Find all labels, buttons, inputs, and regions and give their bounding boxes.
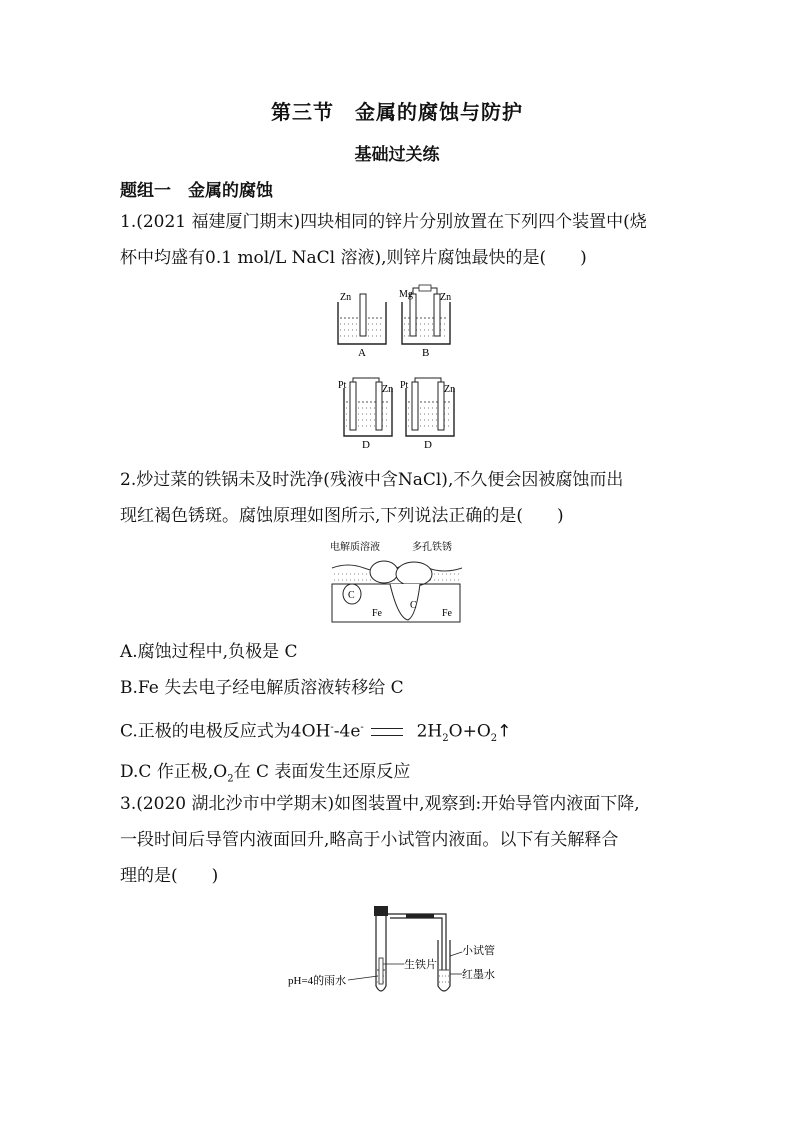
label-rust: 多孔铁锈 (412, 542, 452, 553)
label-zn-b: Zn (440, 292, 452, 303)
label-pt-2: Pt (400, 380, 409, 391)
question-1-line-1: 1.(2021 福建厦门期末)四块相同的锌片分别放置在下列四个装置中(烧 (120, 212, 647, 232)
label-d: D (424, 439, 432, 451)
question-2-line-1: 2.炒过菜的铁锅未及时洗净(残液中含NaCl),不久便会因被腐蚀而出 (120, 470, 624, 490)
gas-arrow: ↑ (497, 721, 512, 742)
label-mg: Mg (399, 289, 413, 300)
beaker-c (338, 378, 393, 451)
label-c-2: C (410, 600, 417, 611)
label-a: A (358, 347, 366, 359)
label-b: B (422, 347, 430, 359)
question-3 (120, 786, 680, 894)
label-zn-a: Zn (340, 292, 352, 303)
equals-sign (371, 728, 403, 736)
option-d: D.C 作正极$,O_2$在 C 表面发生还原反应 (120, 762, 411, 785)
label-iron: 生铁片 (404, 959, 437, 971)
option-c: C.正极的电极反应式为4OH--4e- $2H_2O+O_2↑$ (120, 721, 512, 745)
question-3-line-3: 理的是( ) (120, 866, 219, 886)
group-title: 题组一 金属的腐蚀 (120, 181, 273, 201)
question-1-figure (330, 284, 466, 451)
label-fe-1: Fe (372, 608, 382, 619)
section-title: 第三节 金属的腐蚀与防护 (271, 100, 523, 124)
label-fe-2: Fe (442, 608, 452, 619)
option-a: A.腐蚀过程中,负极是 C (120, 642, 298, 662)
beaker-a (338, 292, 386, 359)
label-c: D (362, 439, 370, 451)
option-b: B.Fe 失去电子经电解质溶液转移给 C (120, 678, 404, 698)
label-small-tube: 小试管 (462, 945, 495, 957)
question-1-line-2: 杯中均盛有0.1 mol/L NaCl 溶液),则锌片腐蚀最快的是( ) (120, 248, 587, 268)
question-3-figure (286, 900, 516, 1000)
label-c-1: C (348, 590, 355, 601)
question-3-line-2: 一段时间后导管内液面回升,略高于小试管内液面。以下有关解释合 (120, 830, 619, 850)
question-2 (120, 462, 680, 534)
label-electrolyte: 电解质溶液 (330, 542, 380, 553)
label-rain: pH=4的雨水 (288, 975, 347, 987)
beaker-b (399, 285, 451, 359)
question-1 (120, 204, 680, 276)
question-2-line-2: 现红褐色锈斑。腐蚀原理如图所示,下列说法正确的是( ) (120, 506, 564, 526)
beaker-d (400, 378, 455, 451)
label-ink: 红墨水 (462, 969, 495, 981)
label-pt-1: Pt (338, 380, 347, 391)
label-zn-c: Zn (382, 384, 394, 395)
question-3-line-1: 3.(2020 湖北沙市中学期末)如图装置中,观察到:开始导管内液面下降, (120, 794, 640, 814)
section-subtitle: 基础过关练 (354, 145, 440, 165)
question-2-figure (328, 538, 464, 626)
label-zn-d: Zn (444, 384, 456, 395)
